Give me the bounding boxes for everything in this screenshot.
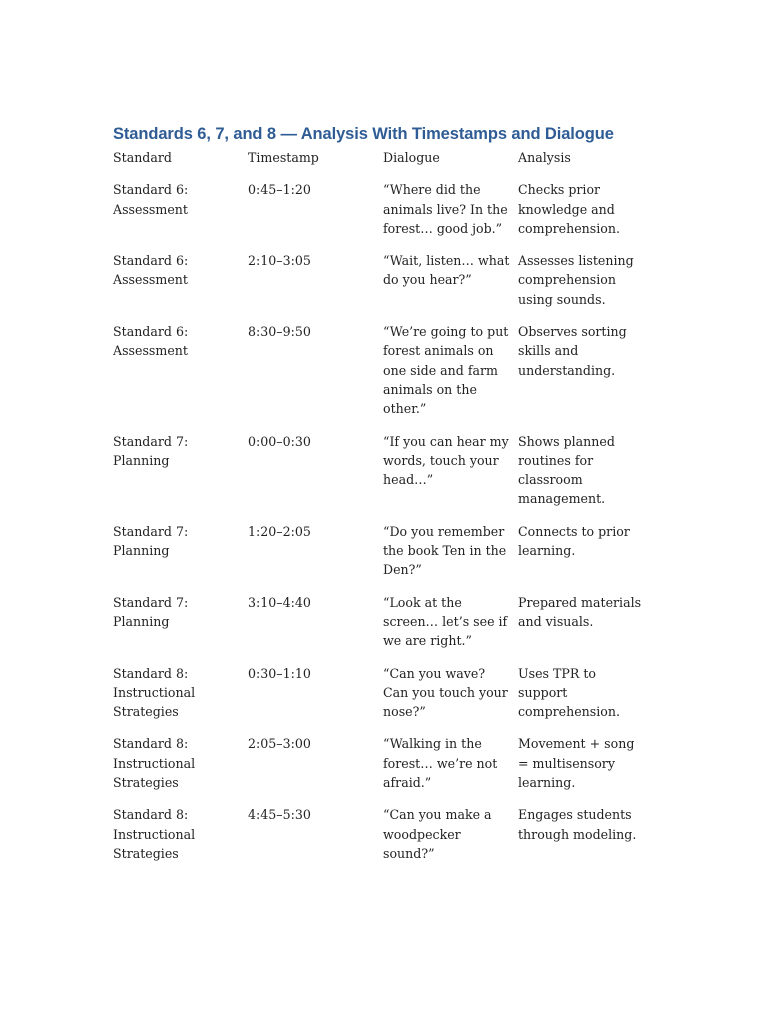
- cell-analysis: Shows planned routines for classroom management.: [518, 433, 615, 507]
- cell-dialogue: “We’re going to put forest animals on one side and farm animals on the other.”: [383, 324, 509, 417]
- standards-table: [113, 148, 653, 876]
- cell-analysis: Connects to prior learning.: [518, 523, 630, 559]
- cell-standard: Standard 6: Assessment: [113, 324, 189, 359]
- header-analysis: Analysis: [518, 150, 571, 165]
- cell-standard: Standard 7: Planning: [113, 594, 189, 629]
- header-dialogue: Dialogue: [383, 150, 440, 165]
- table-row: [113, 322, 653, 431]
- cell-dialogue: “Look at the screen… let’s see if we are right.”: [383, 594, 508, 649]
- table-row: [113, 593, 653, 664]
- table-row: [113, 251, 653, 322]
- cell-dialogue: “Where did the animals live? In the forest… good job.”: [383, 182, 508, 236]
- document-page: [113, 125, 658, 876]
- table-row: [113, 664, 653, 735]
- cell-dialogue: “Walking in the forest… we’re not afraid.”: [383, 736, 498, 791]
- cell-timestamp: 8:30–9:50: [248, 324, 311, 340]
- cell-analysis: Engages students through modeling.: [518, 807, 637, 842]
- cell-analysis: Assesses listening comprehension using sounds.: [518, 253, 634, 307]
- cell-standard: Standard 7: Planning: [113, 523, 189, 559]
- header-standard: Standard: [113, 150, 172, 165]
- table-row: [113, 432, 653, 522]
- cell-standard: Standard 8: Instructional Strategies: [113, 665, 196, 720]
- cell-dialogue: “Wait, listen… what do you hear?”: [383, 253, 510, 288]
- cell-standard: Standard 8: Instructional Strategies: [113, 736, 196, 791]
- cell-timestamp: 0:00–0:30: [248, 433, 311, 449]
- cell-timestamp: 0:45–1:20: [248, 182, 311, 198]
- table-header-row: [113, 148, 653, 180]
- cell-timestamp: 4:45–5:30: [248, 807, 311, 823]
- cell-standard: Standard 8: Instructional Strategies: [113, 807, 196, 861]
- document-title: Standards 6, 7, and 8 — Analysis With Timestamps and Dialogue: [113, 125, 614, 143]
- cell-analysis: Checks prior knowledge and comprehension.: [518, 182, 620, 236]
- cell-standard: Standard 6: Assessment: [113, 182, 189, 217]
- cell-dialogue: “Do you remember the book Ten in the Den?”: [383, 523, 507, 578]
- cell-analysis: Uses TPR to support comprehension.: [518, 665, 620, 720]
- table-row: [113, 805, 653, 876]
- header-timestamp: Timestamp: [248, 150, 319, 165]
- cell-dialogue: “If you can hear my words, touch your head…”: [383, 433, 509, 488]
- cell-timestamp: 3:10–4:40: [248, 594, 311, 610]
- cell-analysis: Movement + song = multisensory learning.: [518, 736, 635, 791]
- cell-timestamp: 0:30–1:10: [248, 665, 311, 681]
- cell-timestamp: 2:05–3:00: [248, 736, 311, 752]
- cell-timestamp: 1:20–2:05: [248, 523, 311, 539]
- cell-standard: Standard 7: Planning: [113, 433, 189, 468]
- table-row: [113, 180, 653, 251]
- cell-analysis: Prepared materials and visuals.: [518, 594, 642, 629]
- cell-dialogue: “Can you make a woodpecker sound?”: [383, 807, 492, 861]
- cell-dialogue: “Can you wave? Can you touch your nose?”: [383, 665, 508, 720]
- cell-analysis: Observes sorting skills and understanding.: [518, 324, 627, 378]
- table-row: [113, 522, 653, 593]
- cell-standard: Standard 6: Assessment: [113, 253, 189, 288]
- table-row: [113, 734, 653, 805]
- cell-timestamp: 2:10–3:05: [248, 253, 311, 269]
